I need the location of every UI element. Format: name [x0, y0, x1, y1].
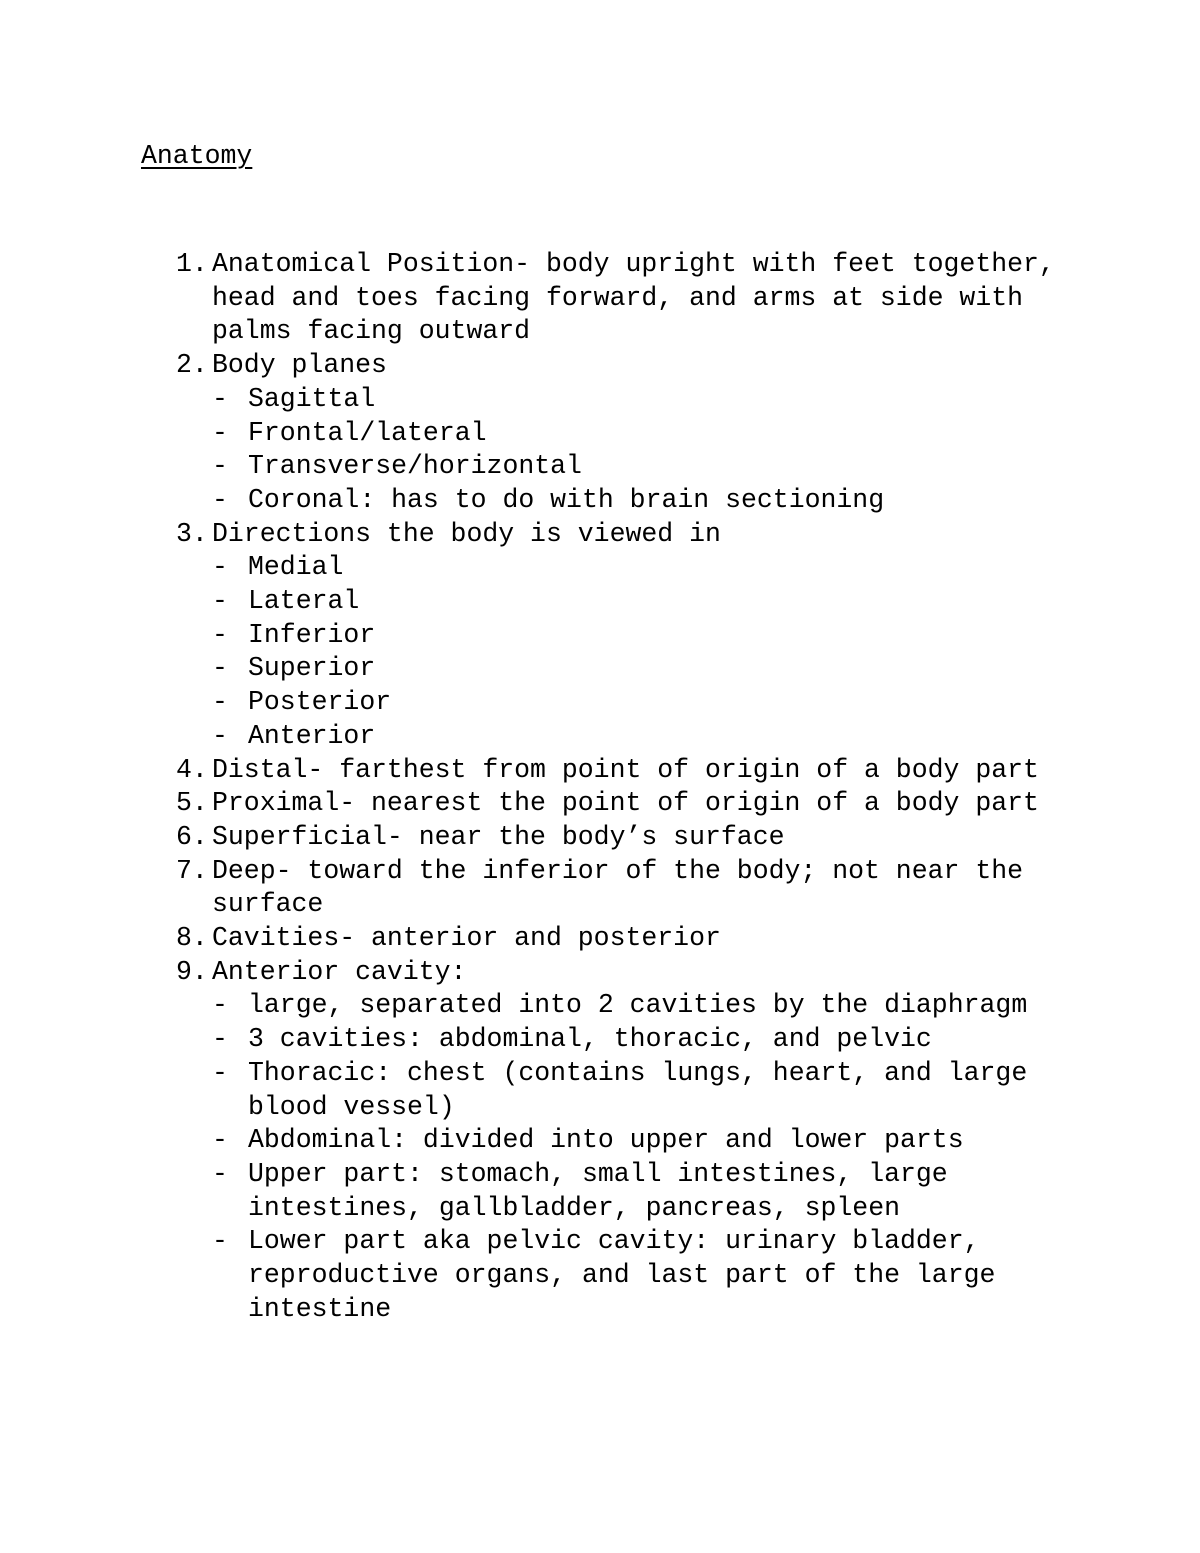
item-number: 5. [176, 788, 208, 819]
list-item [176, 922, 1076, 956]
dash-bullet: - [212, 1125, 228, 1156]
list-item [176, 518, 1076, 754]
item-body [212, 349, 1076, 518]
sub-item-text: Anterior [248, 720, 376, 751]
sub-list-item [212, 1225, 1076, 1326]
item-number: 4. [176, 754, 208, 785]
sub-item-text: Lateral [248, 586, 360, 617]
item-body [212, 821, 1076, 855]
dash-bullet: - [212, 1057, 228, 1088]
sub-list-item [212, 1023, 1076, 1057]
sub-list-item [212, 720, 1076, 754]
sub-list-item [212, 551, 1076, 585]
item-number: 7. [176, 855, 208, 886]
sub-list-item [212, 989, 1076, 1023]
item-text: Distal- farthest from point of origin of a body part [212, 754, 1039, 785]
sub-list [212, 383, 1076, 518]
list-item [176, 855, 1076, 922]
dash-bullet: - [212, 484, 228, 515]
item-text: Body planes [212, 350, 387, 381]
list-item [176, 787, 1076, 821]
sub-item-text: large, separated into 2 cavities by the diaphragm [248, 990, 1028, 1021]
item-text: Anterior cavity: [212, 956, 467, 987]
document-title: Anatomy [141, 141, 253, 171]
sub-item-text: Medial [248, 552, 344, 583]
dash-bullet: - [212, 451, 228, 482]
sub-item-text: 3 cavities: abdominal, thoracic, and pelvic [248, 1024, 932, 1055]
sub-list-item [212, 417, 1076, 451]
item-text: Proximal- nearest the point of origin of a body part [212, 788, 1039, 819]
sub-list-item [212, 619, 1076, 653]
item-body [212, 922, 1076, 956]
dash-bullet: - [212, 720, 228, 751]
sub-list-item [212, 450, 1076, 484]
sub-item-text: Transverse/horizontal [248, 451, 582, 482]
item-body [212, 518, 1076, 754]
dash-bullet: - [212, 586, 228, 617]
list-item [176, 349, 1076, 518]
sub-item-text: Upper part: stomach, small intestines, large intestines, gallbladder, pancreas, spleen [248, 1158, 948, 1223]
numbered-list [176, 248, 1076, 1327]
item-number: 3. [176, 518, 208, 549]
list-item [176, 821, 1076, 855]
item-body [212, 787, 1076, 821]
item-body [212, 248, 1076, 349]
sub-item-text: Coronal: has to do with brain sectioning [248, 484, 885, 515]
list-item [176, 754, 1076, 788]
sub-list-item [212, 585, 1076, 619]
dash-bullet: - [212, 1024, 228, 1055]
sub-item-text: Frontal/lateral [248, 417, 487, 448]
sub-item-text: Lower part aka pelvic cavity: urinary bladder, reproductive organs, and last part of the large intestine [248, 1226, 996, 1324]
dash-bullet: - [212, 619, 228, 650]
item-text: Anatomical Position- body upright with feet together, head and toes facing forward, and arms at side with palms facing outward [212, 249, 1055, 347]
sub-item-text: Thoracic: chest (contains lungs, heart, and large blood vessel) [248, 1057, 1028, 1122]
dash-bullet: - [212, 417, 228, 448]
sub-item-text: Inferior [248, 619, 376, 650]
item-number: 6. [176, 821, 208, 852]
sub-list-item [212, 383, 1076, 417]
dash-bullet: - [212, 990, 228, 1021]
dash-bullet: - [212, 687, 228, 718]
list-item [176, 248, 1076, 349]
sub-list [212, 551, 1076, 753]
sub-item-text: Posterior [248, 687, 392, 718]
item-text: Directions the body is viewed in [212, 518, 721, 549]
sub-list-item [212, 1158, 1076, 1225]
item-number: 2. [176, 350, 208, 381]
sub-list-item [212, 652, 1076, 686]
sub-list-item [212, 1124, 1076, 1158]
sub-item-text: Superior [248, 653, 376, 684]
sub-list-item [212, 1057, 1076, 1124]
item-text: Deep- toward the inferior of the body; not near the surface [212, 855, 1024, 920]
item-body [212, 855, 1076, 922]
sub-list [212, 989, 1076, 1326]
sub-list-item [212, 484, 1076, 518]
item-text: Superficial- near the body’s surface [212, 821, 785, 852]
item-number: 9. [176, 956, 208, 987]
item-number: 1. [176, 249, 208, 279]
dash-bullet: - [212, 552, 228, 583]
sub-list-item [212, 686, 1076, 720]
item-body [212, 754, 1076, 788]
sub-item-text: Sagittal [248, 383, 376, 414]
item-text: Cavities- anterior and posterior [212, 923, 721, 954]
dash-bullet: - [212, 1158, 228, 1189]
dash-bullet: - [212, 653, 228, 684]
dash-bullet: - [212, 1226, 228, 1257]
item-body [212, 956, 1076, 1327]
list-item [176, 956, 1076, 1327]
sub-item-text: Abdominal: divided into upper and lower parts [248, 1125, 964, 1156]
dash-bullet: - [212, 383, 228, 414]
item-number: 8. [176, 923, 208, 954]
